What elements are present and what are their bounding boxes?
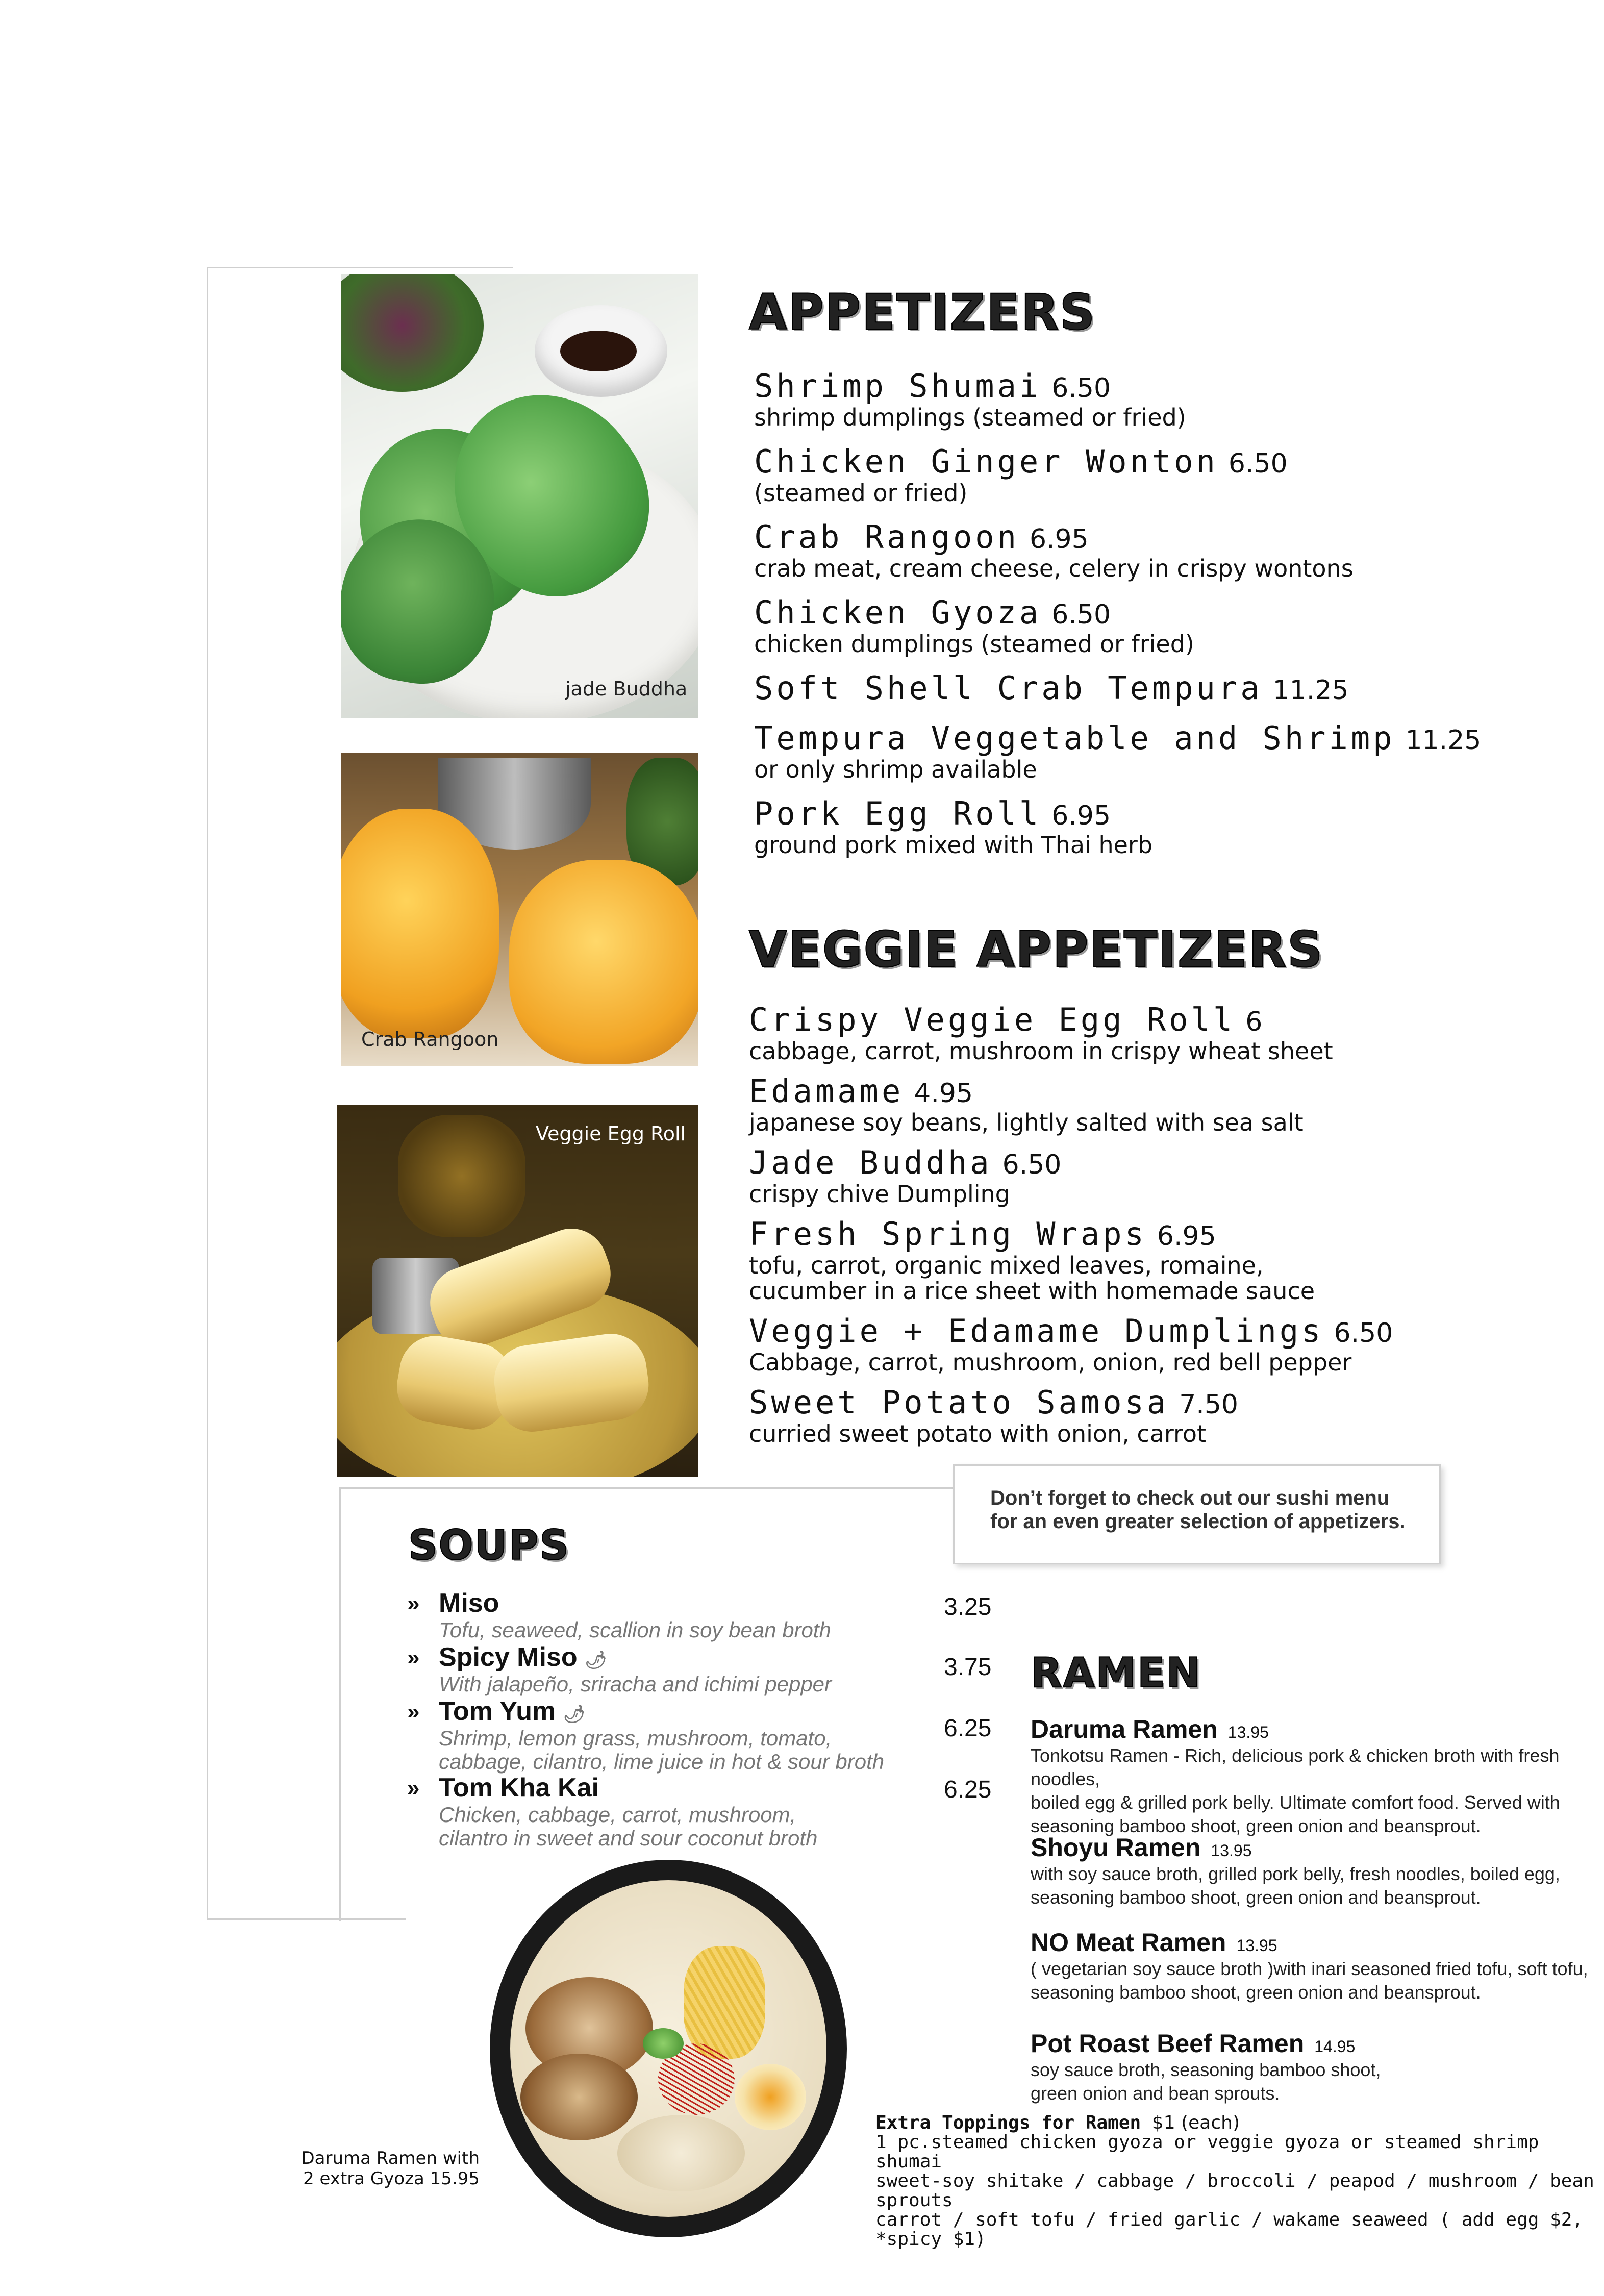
veggie-egg-roll-caption: Veggie Egg Roll (536, 1122, 686, 1145)
veggie-appetizers-heading: VEGGIE APPETIZERS (749, 921, 1324, 978)
list-item: Daruma Ramen 13.95 Tonkotsu Ramen - Rich, delicious pork & chicken broth with fresh noodles, boiled egg & grilled pork belly. Ultimate comfort food. Served with seasoning bamboo shoot, green onion and beansprout. (1031, 1715, 1560, 1836)
list-item: » Tom Kha Kai Chicken, cabbage, carrot, mushroom, cilantro in sweet and sour coconut broth (407, 1773, 818, 1850)
extra-toppings: Extra Toppings for Ramen $1 (each) 1 pc.steamed chicken gyoza or veggie gyoza or steamed shrimp shumai sweet-soy shitake / cabbage / broccoli / peapod / mushroom / bean sprouts carrot / soft tofu / fried garlic / wakame seaweed ( add egg $2, *spicy $1) (875, 2112, 1594, 2250)
list-item: » Spicy Miso 🌶 With jalapeño, sriracha and ichimi pepper (407, 1642, 832, 1696)
green-onion (643, 2028, 684, 2059)
veggie-egg-roll-photo (337, 1105, 698, 1477)
sushi-menu-note (953, 1464, 1441, 1564)
list-item: Shoyu Ramen 13.95 with soy sauce broth, grilled pork belly, fresh noodles, boiled egg, seasoning bamboo shoot, green onion and beansprout. (1031, 1833, 1560, 1908)
gold-ornament (398, 1115, 525, 1237)
rangoon-2 (509, 860, 698, 1064)
list-item: Tempura Veggetable and Shrimp 11.25 or only shrimp available (754, 719, 1482, 783)
list-item: Shrimp Shumai 6.50 shrimp dumplings (steamed or fried) (754, 367, 1186, 431)
list-item: Chicken Gyoza 6.50 chicken dumplings (steamed or fried) (754, 594, 1194, 658)
lettuce-garnish (341, 274, 484, 392)
soup-price: 3.25 (944, 1593, 992, 1620)
soup-price: 6.25 (944, 1776, 992, 1803)
list-item: Pot Roast Beef Ramen 14.95 soy sauce broth, seasoning bamboo shoot, green onion and bean sprouts. (1031, 2029, 1381, 2104)
boiled-egg (735, 2064, 806, 2130)
list-item: Jade Buddha 6.50 crispy chive Dumpling (749, 1144, 1062, 1208)
note-text: Don’t forget to check out our sushi menu for an even greater selection of appetizers. (990, 1487, 1406, 1533)
list-item: Chicken Ginger Wonton 6.50 (steamed or fried) (754, 443, 1288, 507)
list-item: NO Meat Ramen 13.95 ( vegetarian soy sauce broth )with inari seasoned fried tofu, soft tofu, seasoning bamboo shoot, green onion and beansprout. (1031, 1928, 1588, 2003)
list-item: Veggie + Edamame Dumplings 6.50 Cabbage, carrot, mushroom, onion, red bell pepper (749, 1312, 1393, 1376)
soups-heading: SOUPS (408, 1521, 570, 1569)
soy-sauce (560, 331, 637, 371)
list-item: Sweet Potato Samosa 7.50 curried sweet potato with onion, carrot (749, 1384, 1238, 1448)
pork-belly-2 (520, 2054, 638, 2140)
list-item: » Miso Tofu, seaweed, scallion in soy bean broth (407, 1588, 831, 1642)
list-item: Pork Egg Roll 6.95 ground pork mixed with Thai herb (754, 795, 1153, 859)
gyoza (617, 2115, 745, 2191)
list-item: Edamame 4.95 japanese soy beans, lightly salted with sea salt (749, 1072, 1304, 1136)
list-item: Crab Rangoon 6.95 crab meat, cream cheese, celery in crispy wontons (754, 518, 1354, 582)
daruma-ramen-photo (490, 1860, 847, 2237)
chili-pepper-icon: 🌶 (585, 1651, 607, 1670)
soup-price: 6.25 (944, 1715, 992, 1742)
list-item: Crispy Veggie Egg Roll 6 cabbage, carrot, mushroom in crispy wheat sheet (749, 1001, 1333, 1065)
soup-price: 3.75 (944, 1654, 992, 1681)
frame-soup-left-line (339, 1487, 341, 1921)
jade-buddha-photo (341, 274, 698, 718)
chili-pepper-icon: 🌶 (563, 1705, 585, 1724)
jade-buddha-caption: jade Buddha (565, 678, 688, 700)
appetizers-heading: APPETIZERS (749, 284, 1096, 341)
list-item: Fresh Spring Wraps 6.95 tofu, carrot, organic mixed leaves, romaine, cucumber in a rice sheet with homemade sauce (749, 1215, 1315, 1305)
rangoon-1 (341, 809, 499, 1038)
ramen-photo-caption: Daruma Ramen with 2 extra Gyoza 15.95 (301, 2148, 480, 2189)
frame-bottom-line (207, 1918, 406, 1920)
crab-rangoon-photo (341, 753, 698, 1066)
noodles (684, 1946, 765, 2059)
list-item: » Tom Yum 🌶 Shrimp, lemon grass, mushroom, tomato, cabbage, cilantro, lime juice in hot & sour broth (407, 1696, 885, 1774)
frame-soup-top-line (339, 1487, 977, 1489)
ramen-heading: RAMEN (1031, 1649, 1201, 1696)
frame-left-line (207, 267, 208, 1920)
list-item: Soft Shell Crab Tempura 11.25 (754, 669, 1349, 707)
crab-rangoon-caption: Crab Rangoon (361, 1028, 499, 1051)
frame-top-line (207, 267, 513, 268)
